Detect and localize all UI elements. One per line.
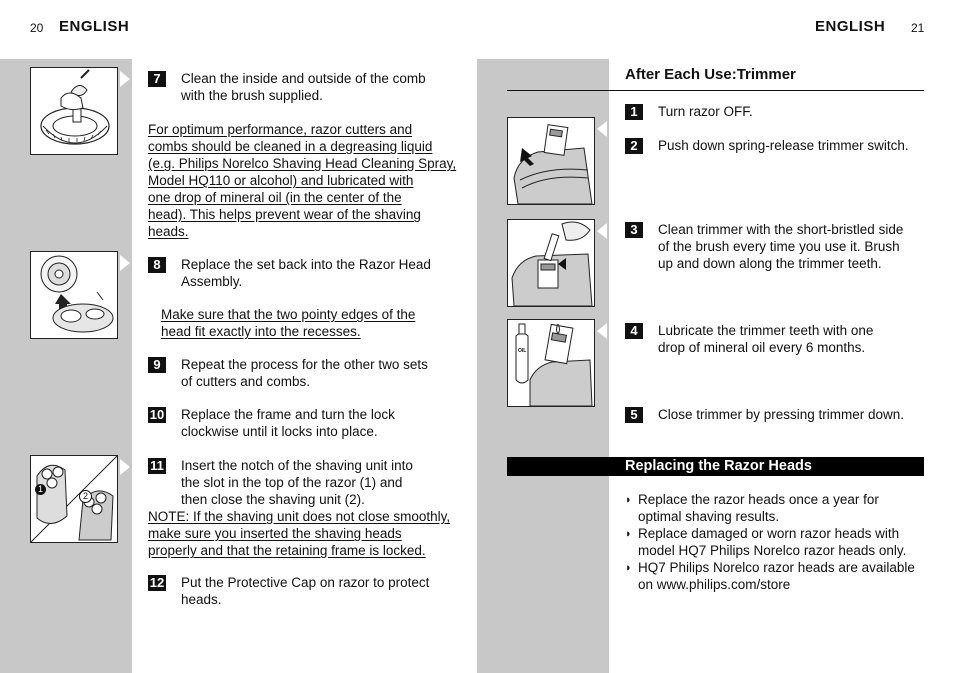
text-line: heads. bbox=[181, 592, 222, 607]
bullet-icon: ◗ bbox=[625, 494, 632, 506]
text-line: HQ7 Philips Norelco razor heads are available bbox=[638, 560, 915, 575]
oil-bottle-label: OIL bbox=[518, 348, 527, 354]
text-line: Model HQ110 or alcohol) and lubricated with bbox=[148, 173, 414, 188]
text-line: Put the Protective Cap on razor to protect bbox=[181, 575, 430, 590]
step-number-badge: 8 bbox=[148, 257, 166, 273]
text-line: Push down spring-release trimmer switch. bbox=[658, 138, 909, 153]
step-2-text bbox=[658, 137, 938, 154]
figure-pointer bbox=[120, 459, 130, 475]
figure-trimmer-brush bbox=[507, 219, 595, 307]
text-line: on www.philips.com/store bbox=[638, 577, 791, 592]
pointy-edges-note bbox=[161, 306, 451, 340]
step-number-badge: 7 bbox=[148, 71, 166, 87]
figure-replace-set bbox=[30, 251, 118, 339]
text-line: of cutters and combs. bbox=[181, 374, 311, 389]
text-line: up and down along the trimmer teeth. bbox=[658, 256, 882, 271]
bullet-item bbox=[638, 559, 938, 593]
text-line: head fit exactly into the recesses. bbox=[161, 324, 361, 339]
text-line: make sure you inserted the shaving heads bbox=[148, 526, 402, 541]
text-line: the slot in the top of the razor (1) and bbox=[181, 475, 403, 490]
text-line: with the brush supplied. bbox=[181, 88, 323, 103]
step-number-badge: 9 bbox=[148, 357, 166, 373]
text-line: NOTE: If the shaving unit does not close smoothly, bbox=[148, 509, 451, 524]
text-line: Replace the frame and turn the lock bbox=[181, 407, 395, 422]
figure-trimmer-open bbox=[507, 117, 595, 205]
figure-pointer bbox=[597, 323, 607, 339]
text-line: of the brush every time you use it. Brush bbox=[658, 239, 900, 254]
text-line: Make sure that the two pointy edges of the bbox=[161, 307, 416, 322]
bullet-item bbox=[638, 525, 938, 559]
figure-pointer bbox=[120, 255, 130, 271]
text-line: combs should be cleaned in a degreasing liquid bbox=[148, 139, 433, 154]
text-line: Replace the set back into the Razor Head bbox=[181, 257, 431, 272]
step-number-badge: 10 bbox=[149, 407, 165, 422]
section-title-trimmer: After Each Use:Trimmer bbox=[625, 66, 796, 83]
step-1-text bbox=[658, 103, 938, 120]
step-number-badge: 3 bbox=[625, 222, 643, 238]
step-number-badge: 4 bbox=[625, 323, 643, 339]
step-number-badge: 11 bbox=[148, 458, 166, 474]
step-number-badge: 2 bbox=[625, 138, 643, 154]
shaving-unit-note bbox=[148, 508, 458, 559]
text-line: Clean trimmer with the short-bristled side bbox=[658, 222, 904, 237]
step-12-text bbox=[181, 574, 461, 608]
step-9-text bbox=[181, 356, 461, 390]
figure-pointer bbox=[120, 71, 130, 87]
step-4-text bbox=[658, 322, 938, 356]
text-line: Clean the inside and outside of the comb bbox=[181, 71, 426, 86]
left-page-number: 20 bbox=[30, 21, 44, 35]
cleaning-note bbox=[148, 121, 458, 240]
text-line: one drop of mineral oil (in the center of the bbox=[148, 190, 402, 205]
figure-label-two: 2 bbox=[79, 490, 92, 503]
text-line: properly and that the retaining frame is locked. bbox=[148, 543, 426, 558]
text-line: head). This helps prevent wear of the shaving bbox=[148, 207, 421, 222]
step-11-text bbox=[181, 457, 461, 508]
figure-pointer bbox=[597, 223, 607, 239]
text-line: Replace the razor heads once a year for bbox=[638, 492, 879, 507]
text-line: Insert the notch of the shaving unit into bbox=[181, 458, 413, 473]
text-line: drop of mineral oil every 6 months. bbox=[658, 340, 866, 355]
step-7-text bbox=[181, 70, 461, 104]
step-3-text bbox=[658, 221, 938, 272]
step-number-badge: 1 bbox=[625, 104, 643, 120]
text-line: Lubricate the trimmer teeth with one bbox=[658, 323, 874, 338]
text-line: heads. bbox=[148, 224, 189, 239]
text-line: Replace damaged or worn razor heads with bbox=[638, 526, 900, 541]
figure-label-one: 1 bbox=[35, 484, 46, 495]
section-divider bbox=[507, 90, 924, 91]
text-line: (e.g. Philips Norelco Shaving Head Cleaning Spray, bbox=[148, 156, 457, 171]
right-page-header: ENGLISH bbox=[815, 18, 886, 35]
section-title-razor-heads: Replacing the Razor Heads bbox=[507, 457, 924, 476]
right-page-number: 21 bbox=[911, 21, 925, 35]
left-page-header: ENGLISH bbox=[59, 18, 130, 35]
step-number-badge: 5 bbox=[625, 407, 643, 423]
figure-trimmer-oil bbox=[507, 319, 595, 407]
step-number-badge: 12 bbox=[149, 575, 165, 590]
text-line: clockwise until it locks into place. bbox=[181, 424, 378, 439]
bullet-icon: ◗ bbox=[625, 528, 632, 540]
step-5-text bbox=[658, 406, 938, 423]
step-10-text bbox=[181, 406, 461, 440]
text-line: optimal shaving results. bbox=[638, 509, 780, 524]
step-8-text bbox=[181, 256, 461, 290]
figure-pointer bbox=[597, 121, 607, 137]
text-line: Turn razor OFF. bbox=[658, 104, 753, 119]
text-line: Repeat the process for the other two sets bbox=[181, 357, 428, 372]
text-line: then close the shaving unit (2). bbox=[181, 492, 365, 507]
bullet-item bbox=[638, 491, 938, 525]
figure-comb-brush bbox=[30, 67, 118, 155]
figure-insert-shaving-unit bbox=[30, 455, 118, 543]
text-line: Assembly. bbox=[181, 274, 243, 289]
text-line: For optimum performance, razor cutters and bbox=[148, 122, 413, 137]
text-line: model HQ7 Philips Norelco razor heads only. bbox=[638, 543, 907, 558]
text-line: Close trimmer by pressing trimmer down. bbox=[658, 407, 905, 422]
bullet-icon: ◗ bbox=[625, 562, 632, 574]
